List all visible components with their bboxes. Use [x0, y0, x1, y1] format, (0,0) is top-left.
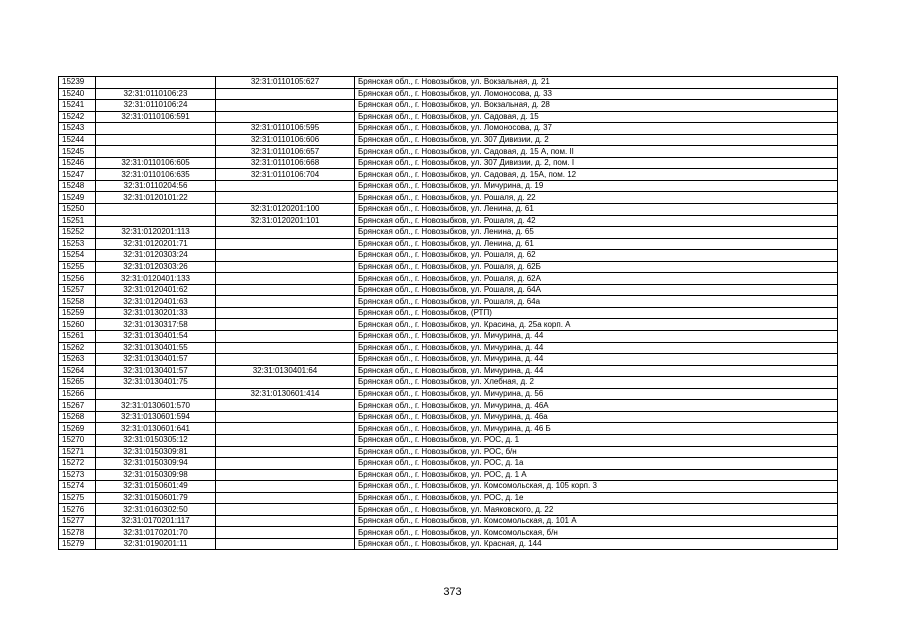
second-cadastral-number-cell: 32:31:0130401:64: [216, 365, 355, 377]
address-cell: Брянская обл., г. Новозыбков, ул. Рошаля, д. 42: [355, 215, 838, 227]
cadastral-number-cell: 32:31:0170201:117: [96, 515, 216, 527]
second-cadastral-number-cell: [216, 354, 355, 366]
row-number-cell: 15279: [59, 538, 96, 550]
second-cadastral-number-cell: 32:31:0110106:657: [216, 146, 355, 158]
table-row: [59, 492, 838, 504]
row-number-cell: 15249: [59, 192, 96, 204]
second-cadastral-number-cell: [216, 446, 355, 458]
cadastral-number-cell: 32:31:0130401:75: [96, 377, 216, 389]
cadastral-number-cell: 32:31:0150601:79: [96, 492, 216, 504]
cadastral-number-cell: [96, 146, 216, 158]
row-number-cell: 15254: [59, 250, 96, 262]
row-number-cell: 15275: [59, 492, 96, 504]
table-row: [59, 169, 838, 181]
cadastral-number-cell: 32:31:0110106:23: [96, 88, 216, 100]
second-cadastral-number-cell: [216, 527, 355, 539]
address-cell: Брянская обл., г. Новозыбков, ул. Мичурина, д. 46А: [355, 400, 838, 412]
address-cell: Брянская обл., г. Новозыбков, ул. Рошаля, д. 64А: [355, 284, 838, 296]
cadastral-number-cell: 32:31:0120303:24: [96, 250, 216, 262]
address-cell: Брянская обл., г. Новозыбков, ул. Мичурина, д. 44: [355, 365, 838, 377]
cadastral-number-cell: 32:31:0130401:55: [96, 342, 216, 354]
row-number-cell: 15268: [59, 411, 96, 423]
property-table: [58, 76, 838, 550]
row-number-cell: 15277: [59, 515, 96, 527]
row-number-cell: 15269: [59, 423, 96, 435]
table-row: [59, 123, 838, 135]
second-cadastral-number-cell: [216, 180, 355, 192]
second-cadastral-number-cell: [216, 342, 355, 354]
address-cell: Брянская обл., г. Новозыбков, ул. Вокзальная, д. 21: [355, 77, 838, 89]
cadastral-number-cell: 32:31:0150309:94: [96, 458, 216, 470]
address-cell: Брянская обл., г. Новозыбков, ул. Ломоносова, д. 37: [355, 123, 838, 135]
second-cadastral-number-cell: [216, 238, 355, 250]
row-number-cell: 15251: [59, 215, 96, 227]
table-row: [59, 365, 838, 377]
row-number-cell: 15259: [59, 307, 96, 319]
second-cadastral-number-cell: 32:31:0110106:668: [216, 157, 355, 169]
table-row: [59, 538, 838, 550]
property-table-body: [59, 77, 838, 550]
second-cadastral-number-cell: 32:31:0120201:100: [216, 204, 355, 216]
table-row: [59, 458, 838, 470]
address-cell: Брянская обл., г. Новозыбков, ул. Мичурина, д. 46а: [355, 411, 838, 423]
cadastral-number-cell: [96, 134, 216, 146]
address-cell: Брянская обл., г. Новозыбков, ул. Садовая, д. 15А, пом. 12: [355, 169, 838, 181]
cadastral-number-cell: 32:31:0110106:24: [96, 100, 216, 112]
second-cadastral-number-cell: 32:31:0130601:414: [216, 388, 355, 400]
row-number-cell: 15257: [59, 284, 96, 296]
address-cell: Брянская обл., г. Новозыбков, ул. Мичурина, д. 44: [355, 331, 838, 343]
second-cadastral-number-cell: [216, 331, 355, 343]
address-cell: Брянская обл., г. Новозыбков, ул. Красная, д. 144: [355, 538, 838, 550]
table-row: [59, 238, 838, 250]
row-number-cell: 15253: [59, 238, 96, 250]
table-row: [59, 192, 838, 204]
row-number-cell: 15260: [59, 319, 96, 331]
second-cadastral-number-cell: [216, 100, 355, 112]
table-row: [59, 515, 838, 527]
second-cadastral-number-cell: [216, 469, 355, 481]
table-row: [59, 250, 838, 262]
table-row: [59, 400, 838, 412]
cadastral-number-cell: 32:31:0130201:33: [96, 307, 216, 319]
cadastral-number-cell: 32:31:0120303:26: [96, 261, 216, 273]
second-cadastral-number-cell: [216, 492, 355, 504]
row-number-cell: 15278: [59, 527, 96, 539]
address-cell: Брянская обл., г. Новозыбков, ул. Рошаля, д. 64а: [355, 296, 838, 308]
table-row: [59, 342, 838, 354]
second-cadastral-number-cell: [216, 377, 355, 389]
address-cell: Брянская обл., г. Новозыбков, ул. Комсомольская, д. 105 корп. 3: [355, 481, 838, 493]
row-number-cell: 15267: [59, 400, 96, 412]
table-row: [59, 411, 838, 423]
address-cell: Брянская обл., г. Новозыбков, ул. РОС, д. 1 А: [355, 469, 838, 481]
address-cell: Брянская обл., г. Новозыбков, ул. Красина, д. 25а корп. А: [355, 319, 838, 331]
row-number-cell: 15250: [59, 204, 96, 216]
cadastral-number-cell: 32:31:0150305:12: [96, 434, 216, 446]
table-row: [59, 377, 838, 389]
address-cell: Брянская обл., г. Новозыбков, ул. РОС, д. 1е: [355, 492, 838, 504]
row-number-cell: 15244: [59, 134, 96, 146]
cadastral-number-cell: 32:31:0130601:641: [96, 423, 216, 435]
address-cell: Брянская обл., г. Новозыбков, ул. РОС, б/н: [355, 446, 838, 458]
cadastral-number-cell: 32:31:0130317:58: [96, 319, 216, 331]
table-row: [59, 319, 838, 331]
table-row: [59, 111, 838, 123]
address-cell: Брянская обл., г. Новозыбков, ул. Хлебная, д. 2: [355, 377, 838, 389]
cadastral-number-cell: 32:31:0120201:71: [96, 238, 216, 250]
address-cell: Брянская обл., г. Новозыбков, ул. Рошаля, д. 62Б: [355, 261, 838, 273]
row-number-cell: 15272: [59, 458, 96, 470]
address-cell: Брянская обл., г. Новозыбков, ул. Вокзальная, д. 28: [355, 100, 838, 112]
table-row: [59, 469, 838, 481]
row-number-cell: 15239: [59, 77, 96, 89]
row-number-cell: 15276: [59, 504, 96, 516]
second-cadastral-number-cell: [216, 515, 355, 527]
row-number-cell: 15258: [59, 296, 96, 308]
cadastral-number-cell: [96, 77, 216, 89]
second-cadastral-number-cell: 32:31:0110106:606: [216, 134, 355, 146]
cadastral-number-cell: 32:31:0170201:70: [96, 527, 216, 539]
table-row: [59, 504, 838, 516]
row-number-cell: 15262: [59, 342, 96, 354]
row-number-cell: 15248: [59, 180, 96, 192]
table-row: [59, 307, 838, 319]
second-cadastral-number-cell: [216, 307, 355, 319]
cadastral-number-cell: 32:31:0120201:113: [96, 227, 216, 239]
address-cell: Брянская обл., г. Новозыбков, ул. Мичурина, д. 56: [355, 388, 838, 400]
table-row: [59, 146, 838, 158]
row-number-cell: 15263: [59, 354, 96, 366]
second-cadastral-number-cell: [216, 538, 355, 550]
second-cadastral-number-cell: [216, 227, 355, 239]
second-cadastral-number-cell: [216, 434, 355, 446]
address-cell: Брянская обл., г. Новозыбков, ул. Ленина, д. 65: [355, 227, 838, 239]
second-cadastral-number-cell: [216, 411, 355, 423]
row-number-cell: 15247: [59, 169, 96, 181]
table-row: [59, 423, 838, 435]
cadastral-number-cell: 32:31:0110204:56: [96, 180, 216, 192]
row-number-cell: 15256: [59, 273, 96, 285]
second-cadastral-number-cell: [216, 400, 355, 412]
address-cell: Брянская обл., г. Новозыбков, ул. 307 Дивизии, д. 2, пом. I: [355, 157, 838, 169]
cadastral-number-cell: 32:31:0130401:57: [96, 365, 216, 377]
row-number-cell: 15242: [59, 111, 96, 123]
cadastral-number-cell: 32:31:0130601:570: [96, 400, 216, 412]
second-cadastral-number-cell: [216, 250, 355, 262]
table-row: [59, 100, 838, 112]
cadastral-number-cell: [96, 123, 216, 135]
table-row: [59, 527, 838, 539]
address-cell: Брянская обл., г. Новозыбков, ул. Маяковского, д. 22: [355, 504, 838, 516]
table-row: [59, 481, 838, 493]
address-cell: Брянская обл., г. Новозыбков, ул. Мичурина, д. 46 Б: [355, 423, 838, 435]
row-number-cell: 15240: [59, 88, 96, 100]
second-cadastral-number-cell: [216, 423, 355, 435]
cadastral-number-cell: [96, 388, 216, 400]
cadastral-number-cell: [96, 204, 216, 216]
second-cadastral-number-cell: 32:31:0110105:627: [216, 77, 355, 89]
table-row: [59, 88, 838, 100]
second-cadastral-number-cell: [216, 458, 355, 470]
cadastral-number-cell: 32:31:0160302:50: [96, 504, 216, 516]
cadastral-number-cell: 32:31:0130401:57: [96, 354, 216, 366]
second-cadastral-number-cell: [216, 296, 355, 308]
cadastral-number-cell: 32:31:0110106:605: [96, 157, 216, 169]
table-row: [59, 227, 838, 239]
table-row: [59, 331, 838, 343]
address-cell: Брянская обл., г. Новозыбков, ул. РОС, д. 1: [355, 434, 838, 446]
second-cadastral-number-cell: 32:31:0110106:595: [216, 123, 355, 135]
cadastral-number-cell: 32:31:0190201:11: [96, 538, 216, 550]
address-cell: Брянская обл., г. Новозыбков, ул. Комсомольская, д. 101 А: [355, 515, 838, 527]
row-number-cell: 15246: [59, 157, 96, 169]
cadastral-number-cell: 32:31:0130601:594: [96, 411, 216, 423]
table-row: [59, 215, 838, 227]
cadastral-number-cell: 32:31:0150601:49: [96, 481, 216, 493]
row-number-cell: 15241: [59, 100, 96, 112]
second-cadastral-number-cell: [216, 273, 355, 285]
table-row: [59, 434, 838, 446]
table-row: [59, 204, 838, 216]
table-row: [59, 296, 838, 308]
table-row: [59, 446, 838, 458]
address-cell: Брянская обл., г. Новозыбков, ул. РОС, д. 1а: [355, 458, 838, 470]
address-cell: Брянская обл., г. Новозыбков, ул. 307 Дивизии, д. 2: [355, 134, 838, 146]
row-number-cell: 15274: [59, 481, 96, 493]
row-number-cell: 15271: [59, 446, 96, 458]
row-number-cell: 15273: [59, 469, 96, 481]
table-row: [59, 157, 838, 169]
second-cadastral-number-cell: [216, 481, 355, 493]
table-row: [59, 77, 838, 89]
address-cell: Брянская обл., г. Новозыбков, ул. Садовая, д. 15: [355, 111, 838, 123]
address-cell: Брянская обл., г. Новозыбков, ул. Мичурина, д. 44: [355, 354, 838, 366]
row-number-cell: 15261: [59, 331, 96, 343]
cadastral-number-cell: 32:31:0150309:98: [96, 469, 216, 481]
table-row: [59, 388, 838, 400]
table-row: [59, 180, 838, 192]
row-number-cell: 15243: [59, 123, 96, 135]
cadastral-number-cell: 32:31:0120401:63: [96, 296, 216, 308]
cadastral-number-cell: 32:31:0150309:81: [96, 446, 216, 458]
address-cell: Брянская обл., г. Новозыбков, ул. Рошаля, д. 22: [355, 192, 838, 204]
address-cell: Брянская обл., г. Новозыбков, ул. Мичурина, д. 19: [355, 180, 838, 192]
row-number-cell: 15245: [59, 146, 96, 158]
row-number-cell: 15264: [59, 365, 96, 377]
address-cell: Брянская обл., г. Новозыбков, ул. Садовая, д. 15 А, пом. II: [355, 146, 838, 158]
address-cell: Брянская обл., г. Новозыбков, (РТП): [355, 307, 838, 319]
table-row: [59, 273, 838, 285]
row-number-cell: 15252: [59, 227, 96, 239]
row-number-cell: 15265: [59, 377, 96, 389]
second-cadastral-number-cell: [216, 192, 355, 204]
second-cadastral-number-cell: [216, 111, 355, 123]
second-cadastral-number-cell: 32:31:0120201:101: [216, 215, 355, 227]
cadastral-number-cell: 32:31:0110106:591: [96, 111, 216, 123]
second-cadastral-number-cell: [216, 88, 355, 100]
address-cell: Брянская обл., г. Новозыбков, ул. Ленина, д. 61: [355, 238, 838, 250]
address-cell: Брянская обл., г. Новозыбков, ул. Ленина, д. 61: [355, 204, 838, 216]
address-cell: Брянская обл., г. Новозыбков, ул. Рошаля, д. 62: [355, 250, 838, 262]
row-number-cell: 15266: [59, 388, 96, 400]
second-cadastral-number-cell: 32:31:0110106:704: [216, 169, 355, 181]
second-cadastral-number-cell: [216, 319, 355, 331]
table-row: [59, 284, 838, 296]
cadastral-number-cell: [96, 215, 216, 227]
cadastral-number-cell: 32:31:0120401:62: [96, 284, 216, 296]
address-cell: Брянская обл., г. Новозыбков, ул. Комсомольская, б/н: [355, 527, 838, 539]
cadastral-number-cell: 32:31:0130401:54: [96, 331, 216, 343]
address-cell: Брянская обл., г. Новозыбков, ул. Рошаля, д. 62А: [355, 273, 838, 285]
row-number-cell: 15255: [59, 261, 96, 273]
address-cell: Брянская обл., г. Новозыбков, ул. Мичурина, д. 44: [355, 342, 838, 354]
second-cadastral-number-cell: [216, 261, 355, 273]
page-number: 373: [443, 586, 462, 598]
table-row: [59, 354, 838, 366]
cadastral-number-cell: 32:31:0120401:133: [96, 273, 216, 285]
row-number-cell: 15270: [59, 434, 96, 446]
table-row: [59, 134, 838, 146]
address-cell: Брянская обл., г. Новозыбков, ул. Ломоносова, д. 33: [355, 88, 838, 100]
second-cadastral-number-cell: [216, 504, 355, 516]
cadastral-number-cell: 32:31:0120101:22: [96, 192, 216, 204]
cadastral-number-cell: 32:31:0110106:635: [96, 169, 216, 181]
table-row: [59, 261, 838, 273]
second-cadastral-number-cell: [216, 284, 355, 296]
